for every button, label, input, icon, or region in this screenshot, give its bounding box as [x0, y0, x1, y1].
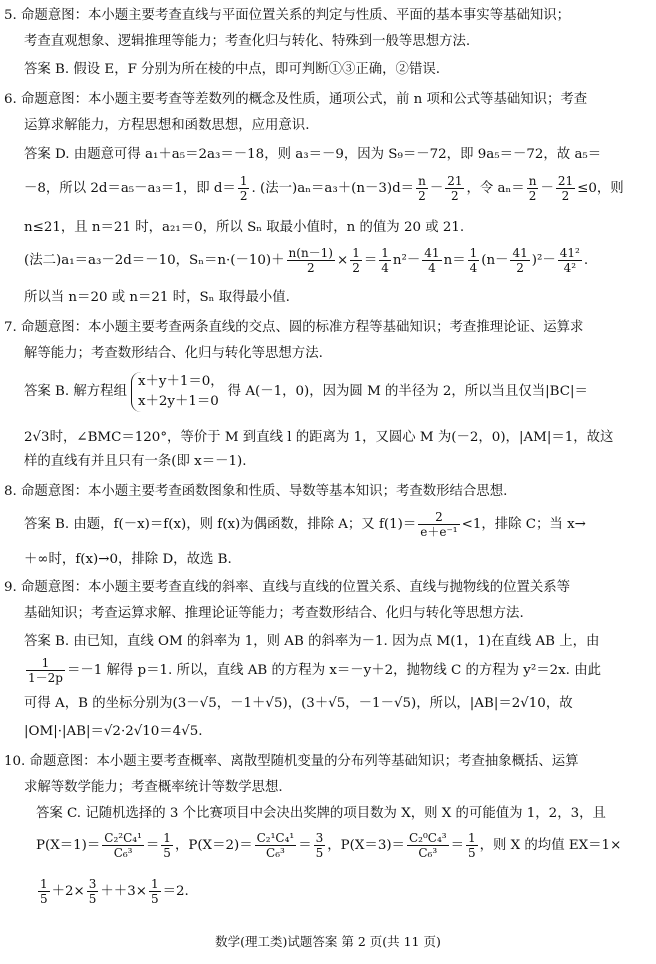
q8-answer-line1 — [0, 508, 656, 542]
fraction — [418, 510, 459, 539]
text-run: ≤0，则 — [577, 181, 624, 196]
q9-answer-line2 — [0, 654, 656, 688]
q6-answer-line2 — [0, 174, 656, 204]
denominator: C₆³ — [418, 846, 438, 860]
numerator: 1 — [239, 174, 248, 188]
q10-intent-line1: 10. 命题意图：本小题主要考查概率、离散型随机变量的分布列等基础知识；考查抽象概括、运算 — [4, 754, 579, 769]
text-run: ＝ — [363, 253, 378, 268]
q7-intent-line2: 解等能力；考查数形结合、化归与转化等思想方法. — [24, 346, 323, 361]
denominator: 2 — [352, 261, 360, 275]
fraction — [510, 246, 529, 275]
equation-system — [131, 372, 224, 412]
text-run: ＝－1 解得 p＝1. 所以，直线 AB 的方程为 x＝－y＋2，抛物线 C 的方程为 y²＝2x. 由此 — [66, 663, 601, 678]
fraction — [287, 246, 335, 275]
text-run: 答案 B. 由题，f(－x)＝f(x)，则 f(x)为偶函数，排除 A；又 f(1)＝ — [24, 517, 417, 532]
q10-answer-line1: 答案 C. 记随机选择的 3 个比赛项目中会决出奖牌的项目数为 X，则 X 的可能值为 1，2，3，且 — [36, 806, 606, 821]
denominator: 4 — [381, 261, 389, 275]
q9-answer-line3: 可得 A，B 的坐标分别为(3－√5，－1＋√5)，(3＋√5，－1－√5)，所以，|AB|＝2√10，故 — [24, 696, 573, 711]
numerator: 41 — [424, 246, 440, 260]
numerator: 21 — [447, 174, 463, 188]
fraction — [556, 174, 575, 203]
numerator: 1 — [150, 877, 159, 891]
text-run: . — [583, 253, 589, 268]
fraction — [422, 246, 441, 275]
denominator: 2 — [239, 189, 248, 203]
denominator: 2 — [306, 261, 315, 275]
fraction — [468, 246, 480, 275]
denominator: 4 — [469, 261, 478, 275]
text-run: ＝ — [145, 838, 160, 853]
numerator: 2 — [418, 510, 459, 525]
numerator: 3 — [315, 831, 324, 845]
denominator: e＋e⁻¹ — [420, 525, 458, 539]
q5-intent-line2: 考查直观想象、逻辑推理等能力；考查化归与转化、特殊到一般等思想方法. — [24, 34, 471, 49]
denominator: 5 — [315, 846, 324, 860]
text-run: 得 A(－1，0)，因为圆 M 的半径为 2，所以当且仅当|BC|＝ — [227, 384, 588, 399]
numerator: C₂⁰C₄³ — [408, 831, 447, 845]
fraction — [38, 877, 50, 906]
numerator: 21 — [557, 174, 574, 188]
denominator: C₆³ — [266, 846, 285, 860]
fraction — [102, 831, 144, 860]
q7-answer-line1 — [0, 368, 656, 416]
q10-answer-line3 — [0, 872, 656, 912]
text-run: －8，所以 2d＝a₅－a₃＝1，即 d＝ — [24, 181, 236, 196]
text-run: . (法一)aₙ＝a₃＋(n－3)d＝ — [251, 181, 415, 196]
denominator: 4 — [428, 261, 436, 275]
text-run: P(X＝1)＝ — [36, 838, 101, 853]
q8-intent: 8. 命题意图：本小题主要考查函数图象和性质、导数等基本知识；考查数形结合思想. — [4, 484, 508, 499]
q6-intent-line1: 6. 命题意图：本小题主要考查等差数列的概念及性质，通项公式，前 n 项和公式等基础知识；考查 — [4, 92, 588, 107]
text-run: ＝ — [450, 838, 464, 853]
text-run: ，P(X＝3)＝ — [327, 838, 405, 853]
q6-answer-line3: n≤21，且 n＝21 时，a₂₁＝0，所以 Sₙ 取最小值时，n 的值为 20 或 21. — [24, 220, 465, 235]
numerator: 3 — [88, 877, 97, 891]
text-run: (法二)a₁＝a₃－2d＝－10，Sₙ＝n·(－10)＋ — [24, 253, 285, 268]
text-run: )²－ — [531, 253, 556, 268]
denominator: 5 — [88, 892, 97, 906]
fraction — [149, 877, 161, 906]
text-run: <1，排除 C；当 x→ — [461, 517, 586, 532]
numerator: 1 — [469, 246, 478, 260]
denominator: 5 — [163, 846, 171, 860]
fraction — [558, 246, 582, 275]
q9-answer-line4: |OM|·|AB|＝√2·2√10＝4√5. — [24, 724, 203, 739]
fraction — [314, 831, 326, 860]
text-run: n²－ — [392, 253, 421, 268]
fraction — [26, 656, 65, 685]
text-run: ＋2× — [51, 884, 85, 899]
numerator: 1 — [352, 246, 360, 260]
numerator: 1 — [381, 246, 389, 260]
numerator: n(n－1) — [288, 246, 333, 260]
text-run: ，P(X＝2)＝ — [174, 838, 253, 853]
numerator: 1 — [26, 656, 65, 671]
text-run: － — [429, 181, 444, 196]
q7-answer-line2: 2√3时，∠BMC＝120°，等价于 M 到直线 l 的距离为 1，又圆心 M 为(－2，0)，|AM|＝1，故这 — [24, 430, 614, 445]
text-run: ，令 aₙ＝ — [466, 181, 525, 196]
fraction — [466, 831, 478, 860]
equation-2: x＋2y＋1＝0 — [137, 393, 219, 409]
denominator: 2 — [516, 261, 524, 275]
text-run: ＋＋3× — [100, 884, 147, 899]
numerator: C₂²C₄¹ — [104, 831, 142, 845]
q6-intent-line2: 运算求解能力，方程思想和函数思想，应用意识. — [24, 118, 310, 133]
numerator: 1 — [40, 877, 48, 891]
text-run: ＝ — [298, 838, 312, 853]
text-run: n＝ — [443, 253, 466, 268]
denominator: 1－2p — [28, 671, 63, 685]
denominator: 5 — [467, 846, 476, 860]
denominator: 4² — [563, 261, 577, 275]
denominator: 5 — [150, 892, 159, 906]
q5-intent-line1: 5. 命题意图：本小题主要考查直线与平面位置关系的判定与性质、平面的基本事实等基础知识； — [4, 8, 571, 23]
numerator: 41² — [559, 246, 580, 260]
denominator: 2 — [528, 189, 537, 203]
denominator: 5 — [40, 892, 48, 906]
text-run: ＝2. — [162, 884, 189, 899]
q10-answer-line2 — [0, 826, 656, 866]
fraction — [527, 174, 539, 203]
denominator: 2 — [451, 189, 459, 203]
q6-method2-line — [0, 244, 656, 278]
fraction — [238, 174, 250, 203]
numerator: 1 — [163, 831, 171, 845]
numerator: 41 — [512, 246, 528, 260]
q6-answer-line1: 答案 D. 由题意可得 a₁＋a₅＝2a₃＝－18，则 a₃＝－9，因为 S₉＝－72，即 9a₅＝－72，故 a₅＝ — [24, 147, 602, 162]
numerator: C₂¹C₄¹ — [256, 831, 295, 845]
denominator: C₆³ — [113, 846, 133, 860]
q10-intent-line2: 求解等数学能力；考查概率统计等数学思想. — [24, 780, 283, 795]
numerator: n — [418, 174, 426, 188]
text-run: (n－ — [481, 253, 509, 268]
q9-intent-line1: 9. 命题意图：本小题主要考查直线的斜率、直线与直线的位置关系、直线与抛物线的位置关系等 — [4, 580, 571, 595]
text-run: ，则 X 的均值 EX＝1× — [479, 838, 622, 853]
q7-intent-line1: 7. 命题意图：本小题主要考查两条直线的交点、圆的标准方程等基础知识；考查推理论证、运算求 — [4, 320, 584, 335]
q5-answer: 答案 B. 假设 E，F 分别为所在棱的中点，即可判断①③正确，②错误. — [24, 62, 440, 77]
fraction — [416, 174, 428, 203]
equation-1: x＋y＋1＝0， — [137, 373, 224, 389]
fraction — [350, 246, 362, 275]
fraction — [87, 877, 99, 906]
denominator: 2 — [561, 189, 570, 203]
text-run: × — [337, 253, 349, 268]
numerator: n — [528, 174, 537, 188]
fraction — [161, 831, 173, 860]
fraction — [255, 831, 297, 860]
page-footer: 数学(理工类)试题答案 第 2 页(共 11 页) — [215, 934, 441, 949]
denominator: 2 — [418, 189, 426, 203]
q9-answer-line1: 答案 B. 由已知，直线 OM 的斜率为 1，则 AB 的斜率为－1. 因为点 M(1，1)在直线 AB 上，由 — [24, 634, 600, 649]
q6-conclusion: 所以当 n＝20 或 n＝21 时，Sₙ 取得最小值. — [24, 290, 290, 305]
q7-answer-line3: 样的直线有并且只有一条(即 x＝－1). — [24, 454, 247, 469]
fraction — [407, 831, 449, 860]
fraction — [445, 174, 464, 203]
q8-answer-line2: ＋∞时，f(x)→0，排除 D，故选 B. — [24, 552, 232, 567]
fraction — [379, 246, 391, 275]
q9-intent-line2: 基础知识；考查运算求解、推理论证等能力；考查数形结合、化归与转化等思想方法. — [24, 606, 524, 621]
numerator: 1 — [467, 831, 476, 845]
text-run: － — [540, 181, 554, 196]
text-run: 答案 B. 解方程组 — [24, 384, 127, 399]
